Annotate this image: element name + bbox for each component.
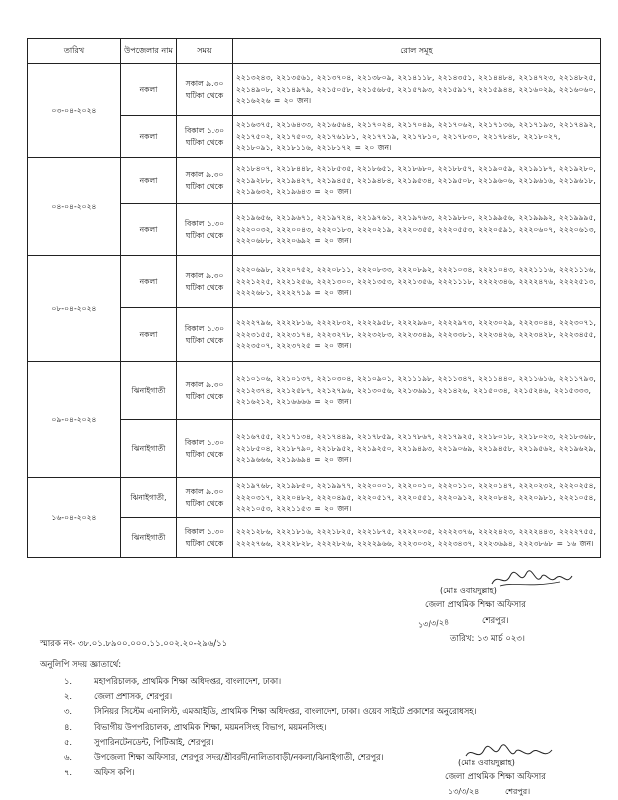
signatory-designation: জেলা প্রাথমিক শিক্ষা অফিসার — [445, 772, 546, 782]
time-cell: সকাল ৯.৩০ ঘটিকা থেকে — [177, 478, 233, 518]
copy-list — [64, 674, 477, 780]
rolls-cell: ২২১৩২৪৩, ২২১৩৫৬১, ২২১৩৭০৪, ২২১৩৮০৯, ২২১৪১১৮, ২২১৪৩৫১, ২২১৪৪৮৪, ২২১৪৭২৩, ২২১৪৮২৫, ২২১৪৯০৮, ২২১৪৯৭৯, ২২১৫০৫৮, ২২১৫৬৮৫, ২২১৫৭৯৩, ২২১৫৯১৭, ২২১৫৯৪৪, ২২১৬০২৯, ২২১৬০৬০, ২২১৬২২৬ = ২০ জন। — [233, 64, 601, 116]
upazila-cell: নকলা — [121, 308, 177, 362]
upazila-cell: নকলা — [121, 256, 177, 308]
upazila-cell: ঝিনাইগাতী — [121, 420, 177, 478]
table-row — [28, 478, 601, 518]
list-item — [64, 689, 477, 704]
upazila-cell: নকলা — [121, 158, 177, 204]
rolls-cell: ২২২২৭৯৬, ২২২২৮১৬, ২২২২৮৩২, ২২২২৯৫৮, ২২২২৯৬০, ২২২২৯৭৩, ২২২৩০২৯, ২২২৩০৪৪, ২২২৩০৭১, ২২২৩১৫৫, ২২২৩১৭৪, ২২২৩২৭৮, ২২২৩২৮৩, ২২২৩৩৪৯, ২২২৩৩৮১, ২২২৩৪২৬, ২২২৩৪২৮, ২২২৩৪৫৫, ২২২৩৫০৭, ২২২৩৭২৫ = ২০ জন। — [233, 308, 601, 362]
copy-title: অনুলিপি সদয় জ্ঞাতার্থে: — [40, 660, 122, 670]
rolls-cell: ২২১৯৬৫৬, ২২১৯৬৭১, ২২১৯৭২৪, ২২১৯৭৬১, ২২১৯৭৬৩, ২২১৯৮৮০, ২২১৯৯৫৬, ২২১৯৯৯২, ২২১৯৯৯৫, ২২২০০৩২, ২২২০০৪৩, ২২২০১৮৩, ২২২০২১৯, ২২২০৩৫৫, ২২২০৫৫৩, ২২২০৫৯১, ২২২০৬০৭, ২২২০৬১৩, ২২২০৬৮৮, ২২২০৬৯২ = ২০ জন। — [233, 204, 601, 256]
upazila-cell: ঝিনাইগাতী — [121, 362, 177, 420]
issue-date: তারিখ: ১৩ মার্চ ০২৩। — [450, 634, 525, 644]
time-cell: বিকাল ১.৩০ ঘটিকা থেকে — [177, 204, 233, 256]
rolls-cell: ২২১০১০৬, ২২১০১৩৭, ২২১০৩০৪, ২২১০৯০১, ২২১১১৯৮, ২২১১৩৪৭, ২২১১৪৪০, ২২১১৬১৬, ২২১১৭৯৩, ২২১২৩৭৪, ২২১২৫৮৭, ২২১২৭৯৬, ২২১৩০৫৬, ২২১৩৬৯১, ২২১৪২৬, ২২১৫০৩৪, ২২১৫২৪৬, ২২১৫৩৩৩, ২২১৬২১২, ২২১৬৬৬৬ = ২০ জন। — [233, 362, 601, 420]
time-cell: সকাল ৯.৩০ ঘটিকা থেকে — [177, 256, 233, 308]
list-item — [64, 765, 477, 780]
rolls-cell: ২২১৯৭৬৮, ২২১৯৮৫০, ২২১৯৯৭৭, ২২২০০০১, ২২২০০১০, ২২২০১১০, ২২২০১৪৭, ২২২০২৩২, ২২২০২৫৪, ২২২০৩১৭, ২২২০৪৮২, ২২২০৪৯৫, ২২২০৫১৭, ২২২০৫৫১, ২২২০৯১২, ২২২০৮৪২, ২২২০৯৮১, ২২২১০৫৪, ২২২১০৫৩, ২২২১১৫৩ = ২০ জন। — [233, 478, 601, 518]
upazila-cell: নকলা — [121, 64, 177, 116]
date-cell: ০৯-০৪-২০২৪ — [28, 362, 121, 478]
list-number: ৩. — [64, 706, 73, 717]
rolls-cell: ২২২১২৮৬, ২২২১৮১৬, ২২২১৮২৫, ২২২১৮৭৫, ২২২২০৩৫, ২২২২৩৭৬, ২২২২৪২৩, ২২২২৪৪৩, ২২২২৭৫৫, ২২২২৭৬৬, ২২২২৮২৮, ২২২২৮২৬, ২২২২৯৬৬, ২২২৩০৩২, ২২২৩৪৩৭, ২২২৩৬৯৪, ২২২৩৮৬৮ = ১৬ জন। — [233, 518, 601, 558]
rolls-cell: ২২১৮৪০৭, ২২১৮৪৪৮, ২২১৮৫৩৫, ২২১৮৬৫১, ২২১৮৬৮০, ২২১৮৮৫৭, ২২১৯০৫৯, ২২১৯১৮৭, ২২১৯২৮০, ২২১৯২৮৮, ২২১৯৪২৭, ২২১৯৪৫৫, ২২১৯৪৮৪, ২২১৯৫৩৪, ২২১৯৫০৮, ২২১৯৬০৬, ২২১৯৬১৬, ২২১৯৬১৮, ২২১৯৬৩২, ২২১৯৬৪৩ = ২০ জন। — [233, 158, 601, 204]
list-number: ৭. — [64, 767, 73, 778]
table-row — [28, 362, 601, 420]
list-item — [64, 735, 477, 750]
list-text: উপজেলা শিক্ষা অফিসার, শেরপুর সদর/শ্রীবরদী/নালিতাবাড়ী/নকলা/ঝিনাইগাতী, শেরপুর। — [94, 752, 384, 763]
date-cell: ০৪-০৪-২০২৪ — [28, 158, 121, 256]
initial-date: ১৩/৩/২৪ — [417, 617, 450, 630]
time-cell: সকাল ৯.৩০ ঘটিকা থেকে — [177, 362, 233, 420]
table-row — [28, 256, 601, 308]
time-cell: বিকাল ১.৩০ ঘটিকা থেকে — [177, 116, 233, 158]
signatory-place: শেরপুর। — [505, 787, 531, 796]
list-item — [64, 750, 477, 765]
header-rolls: রোল সমূহ — [233, 39, 601, 64]
upazila-cell: নকলা — [121, 116, 177, 158]
header-time: সময় — [177, 39, 233, 64]
header-date: তারিখ — [28, 39, 121, 64]
memo-number: স্মারক নং- ৩৮.০১.৮৯০০.০০০.১১.০০২.২০-২৯৬/১১ — [40, 639, 228, 649]
signatory-name: (মোঃ ওবায়দুল্লাহ) — [458, 758, 515, 767]
table-row — [28, 158, 601, 204]
rolls-cell: ২২১৬৩৭৫, ২২১৬৪৩৩, ২২১৬৫৬৪, ২২১৭০২৪, ২২১৭০৪৯, ২২১৭০৬২, ২২১৭১৩৬, ২২১৭১৯৩, ২২১৭৪৯২, ২২১৭৫০২, ২২১৭৫০৩, ২২১৭৬১৮১, ২২১৭৭১৯, ২২১৭৮১০, ২২১৭৮৩০, ২২১৭৮৪৮, ২২১৮০২৭, ২২১৮০৯১, ২২১৮১১৬, ২২১৮১৭২ = ২০ জন। — [233, 116, 601, 158]
schedule-table — [27, 38, 601, 558]
upazila-cell: ঝিনাইগাতী, — [121, 478, 177, 518]
list-item — [64, 704, 477, 719]
initial-date: ১৩/৩/২৪ — [448, 787, 480, 796]
time-cell: সকাল ৯.৩০ ঘটিকা থেকে — [177, 158, 233, 204]
list-text: অফিস কপি। — [94, 767, 135, 778]
table-header-row — [28, 39, 601, 64]
list-text: মহাপরিচালক, প্রাথমিক শিক্ষা অধিদপ্তর, বাংলাদেশ, ঢাকা। — [94, 676, 282, 686]
signatory-place: শেরপুর। — [482, 616, 509, 626]
rolls-cell: ২২২০৬৯৮, ২২২০৭৫২, ২২২০৮১১, ২২২০৮৩৩, ২২২০৮৯২, ২২২১০৩৪, ২২২১০৪৩, ২২২১১১৬, ২২২১১১৬, ২২২১২২৫, ২২২১২৫৬, ২২২১৩০০, ২২২১৩৫৩, ২২২১৩৫৬, ২২২১১১৮, ২২২২৩৪৬, ২২২২৪৭৬, ২২২২৫১৩, ২২২২৬৮১, ২২২২৭১৯ = ২০ জন। — [233, 256, 601, 308]
time-cell: সকাল ৯.৩০ ঘটিকা থেকে — [177, 64, 233, 116]
list-number: ৫. — [64, 736, 73, 747]
time-cell: বিকাল ১.৩০ ঘটিকা থেকে — [177, 518, 233, 558]
time-cell: বিকাল ১.৩০ ঘটিকা থেকে — [177, 308, 233, 362]
list-item — [64, 674, 477, 689]
list-text: বিভাগীয় উপপরিচালক, প্রাথমিক শিক্ষা, ময়মনসিংহ বিভাগ, ময়মনসিংহ। — [94, 721, 327, 732]
list-number: ২. — [64, 691, 73, 702]
signatory-name: (মোঃ ওবায়দুল্লাহ) — [440, 586, 497, 595]
list-text: সিনিয়র সিস্টেম এনালিস্ট, এমআইডি, প্রাথমিক শিক্ষা অধিদপ্তর, বাংলাদেশ, ঢাকা। ওয়েব সাইটে প্রকাশের অনুরোধসহ। — [94, 706, 477, 717]
list-number: ৬. — [64, 752, 73, 763]
table-row — [28, 64, 601, 116]
header-upazila: উপজেলার নাম — [121, 39, 177, 64]
time-cell: বিকাল ১.৩০ ঘটিকা থেকে — [177, 420, 233, 478]
upazila-cell: নকলা — [121, 204, 177, 256]
list-number: ১. — [64, 676, 73, 686]
list-number: ৪. — [64, 721, 73, 732]
rolls-cell: ২২১৬৭৫৫, ২২১৭১৩৪, ২২১৭৪৪৯, ২২১৭৮৫৯, ২২১৭৮৬৭, ২২১৭৯২৫, ২২১৮০১৮, ২২১৮০২৩, ২২১৮৩৬৮, ২২১৮৫০৪, ২২১৮৭৯০, ২২১৮৯৫২, ২২১৯২৫০, ২২১৯৪৯৩, ২২১৯০৬৯, ২২১৯৪৫৮, ২২১৯৫৬২, ২২১৯৬২৯, ২২১৯৬৬৬, ২২১৯৬৯৪ = ২০ জন। — [233, 420, 601, 478]
date-cell: ০৩-০৪-২০২৪ — [28, 64, 121, 158]
date-cell: ১৬-০৪-২০২৪ — [28, 478, 121, 558]
list-text: সুপারিনটেনডেন্ট, পিটিআই, শেরপুর। — [94, 736, 214, 747]
upazila-cell: ঝিনাইগাতী — [121, 518, 177, 558]
list-text: জেলা প্রশাসক, শেরপুর। — [94, 691, 173, 702]
signatory-designation: জেলা প্রাথমিক শিক্ষা অফিসার — [425, 600, 526, 610]
date-cell: ০৮-০৪-২০২৪ — [28, 256, 121, 362]
list-item — [64, 720, 477, 735]
